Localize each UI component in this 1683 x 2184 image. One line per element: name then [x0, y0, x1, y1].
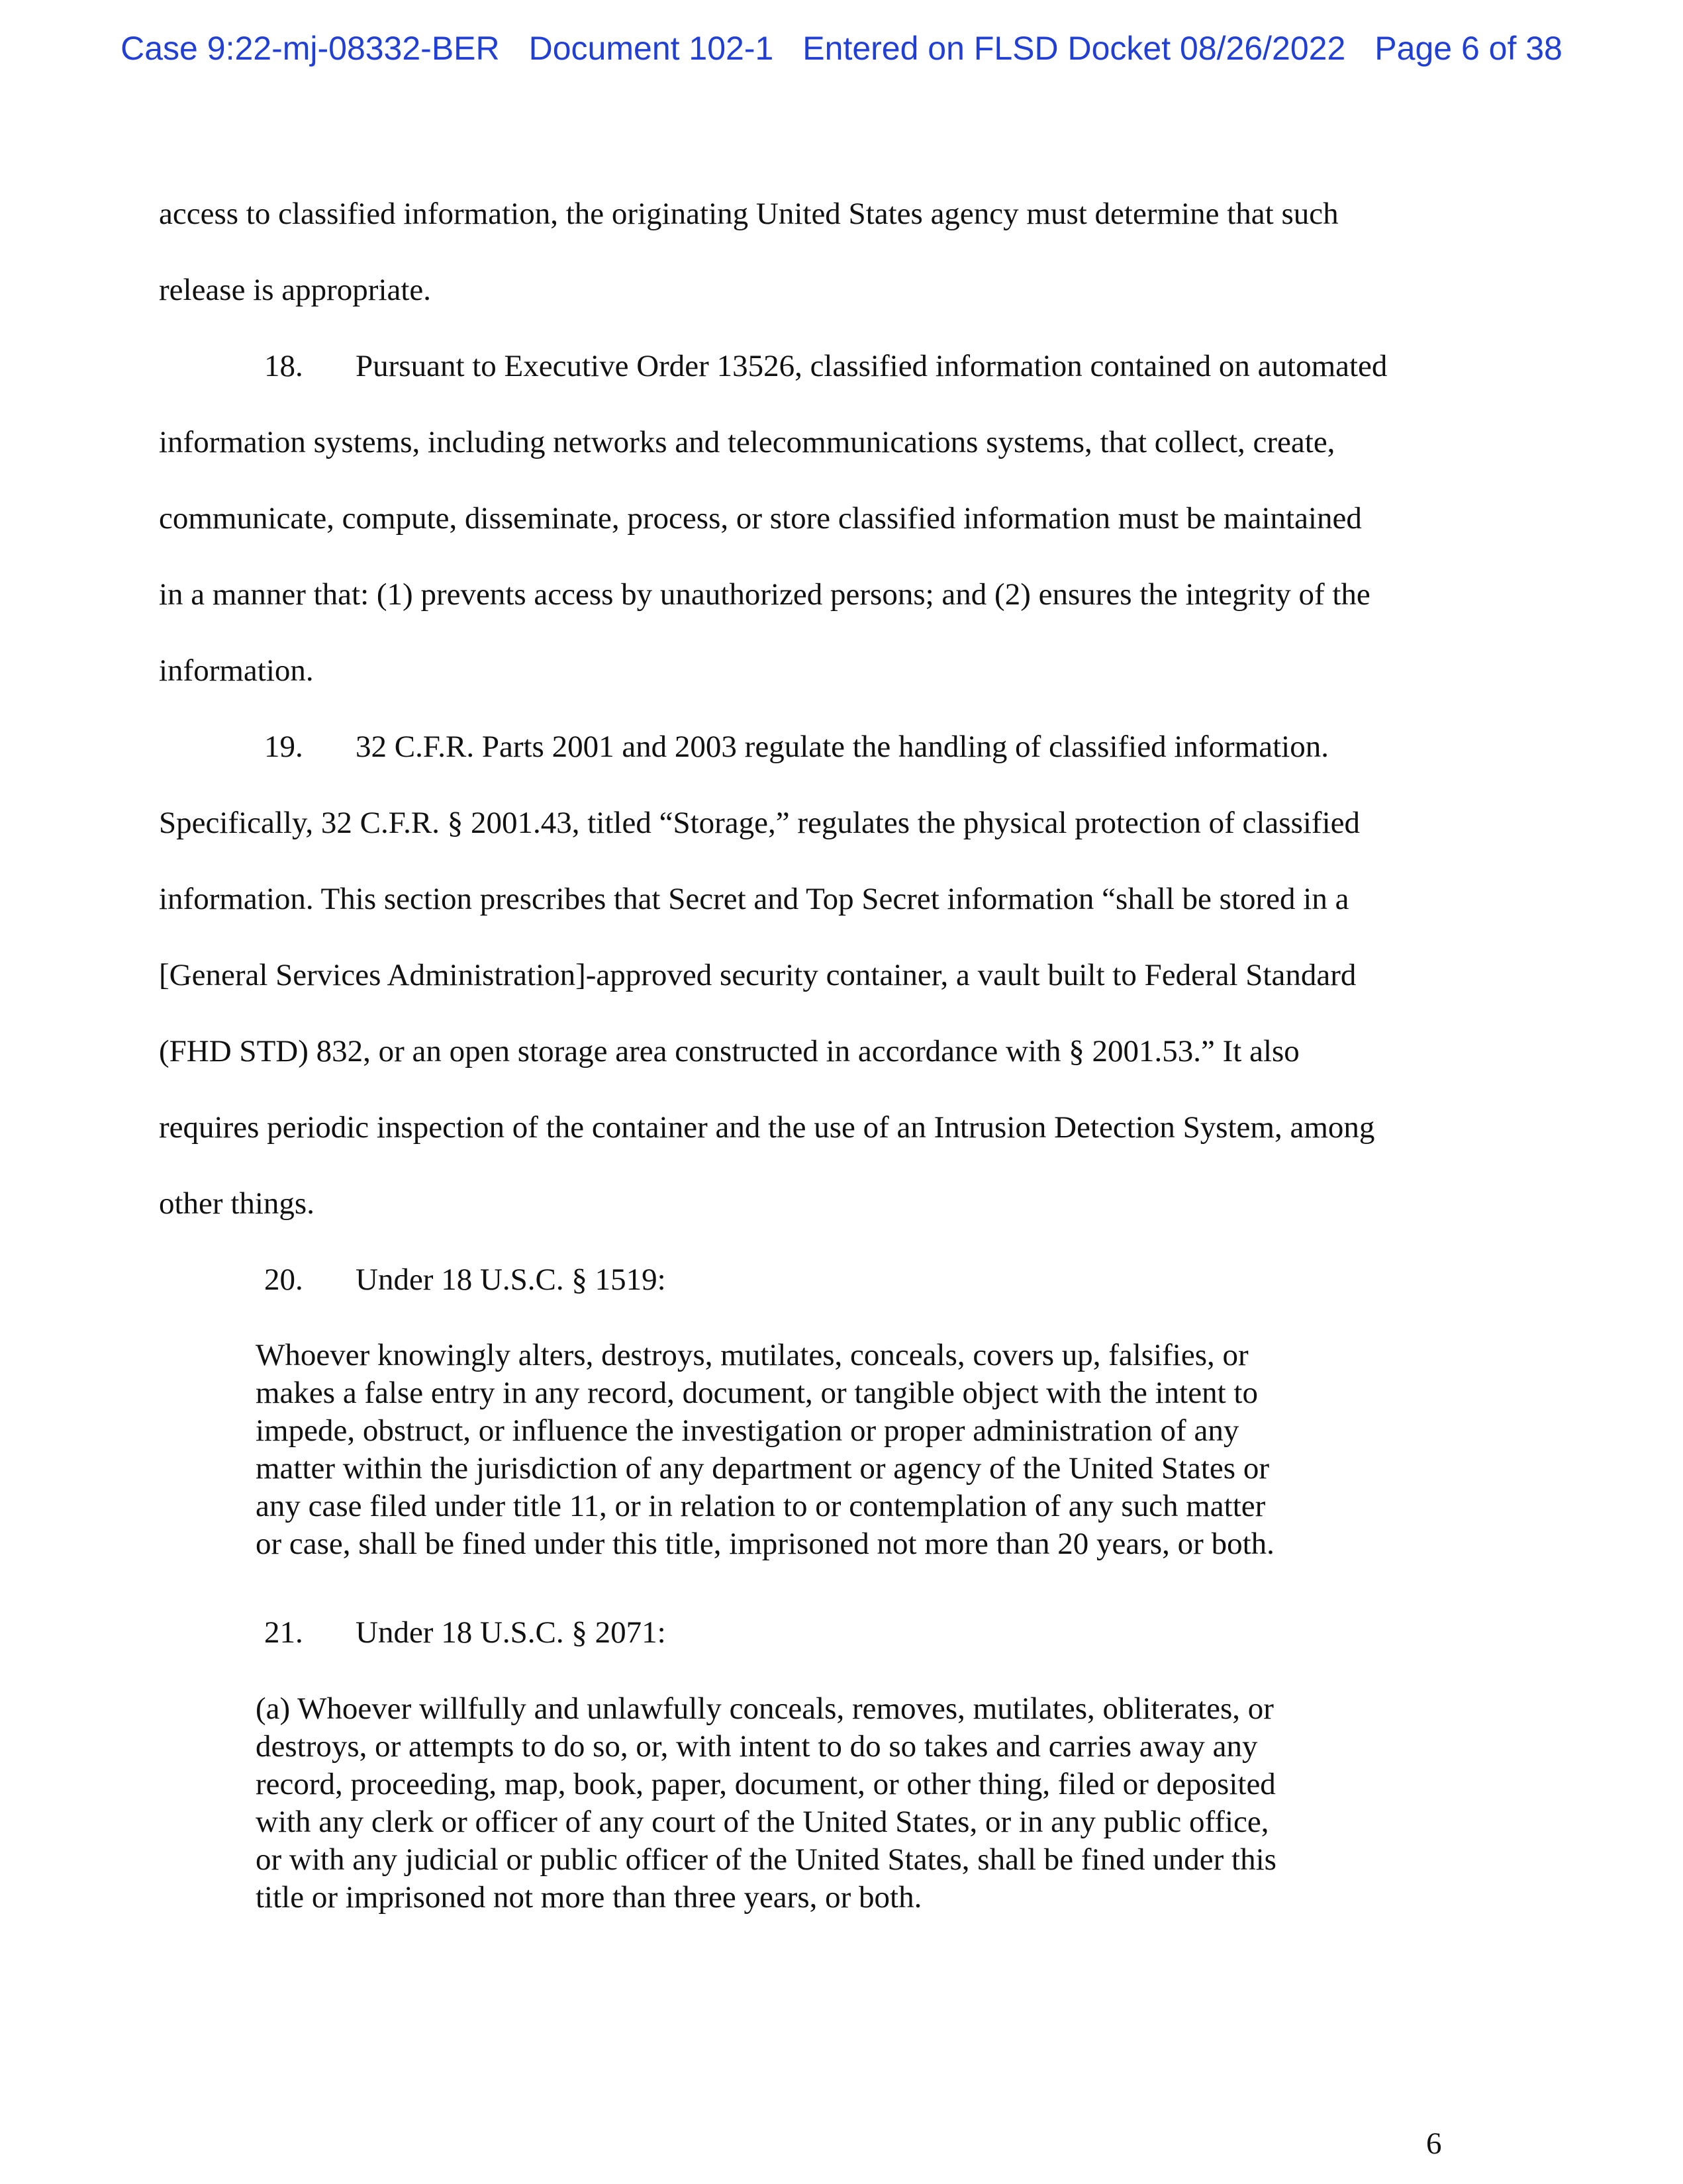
body-line: in a manner that: (1) prevents access by unauthorized persons; and (2) ensures the integrity of the	[159, 577, 1370, 612]
paragraph-number-18: 18.	[264, 349, 303, 383]
block-quote-line: title or imprisoned not more than three years, or both.	[256, 1880, 922, 1915]
paragraph-number-20: 20.	[264, 1262, 303, 1297]
body-line: communicate, compute, disseminate, process, or store classified information must be maintained	[159, 501, 1362, 536]
block-quote-line: or case, shall be fined under this title, imprisoned not more than 20 years, or both.	[256, 1527, 1274, 1561]
body-line: Under 18 U.S.C. § 2071:	[356, 1615, 666, 1650]
docket-entry: Entered on FLSD Docket 08/26/2022	[802, 30, 1346, 67]
block-quote-line: makes a false entry in any record, document, or tangible object with the intent to	[256, 1376, 1258, 1410]
body-line: requires periodic inspection of the container and the use of an Intrusion Detection System, among	[159, 1110, 1375, 1145]
document-number: Document 102-1	[528, 30, 774, 67]
body-line: (FHD STD) 832, or an open storage area constructed in accordance with § 2001.53.” It also	[159, 1034, 1300, 1068]
body-line: Pursuant to Executive Order 13526, classified information contained on automated	[356, 349, 1388, 383]
block-quote-line: destroys, or attempts to do so, or, with intent to do so takes and carries away any	[256, 1729, 1258, 1764]
body-line: 32 C.F.R. Parts 2001 and 2003 regulate the handling of classified information.	[356, 730, 1329, 764]
block-quote-line: with any clerk or officer of any court of the United States, or in any public office,	[256, 1805, 1269, 1839]
body-line: information.	[159, 653, 314, 688]
body-line: Specifically, 32 C.F.R. § 2001.43, titled “Storage,” regulates the physical protection of classified	[159, 806, 1360, 840]
page-number: 6	[1426, 2126, 1442, 2161]
block-quote-line: (a) Whoever willfully and unlawfully conceals, removes, mutilates, obliterates, or	[256, 1691, 1274, 1726]
body-line: other things.	[159, 1186, 314, 1221]
block-quote-line: matter within the jurisdiction of any department or agency of the United States or	[256, 1451, 1269, 1486]
page-indicator: Page 6 of 38	[1374, 30, 1563, 67]
body-line: release is appropriate.	[159, 273, 432, 307]
paragraph-number-21: 21.	[264, 1615, 303, 1650]
body-line: information systems, including networks and telecommunications systems, that collect, create,	[159, 425, 1335, 459]
filing-header	[0, 29, 1683, 68]
body-line: information. This section prescribes that Secret and Top Secret information “shall be stored in a	[159, 882, 1349, 916]
block-quote-line: record, proceeding, map, book, paper, document, or other thing, filed or deposited	[256, 1767, 1276, 1801]
block-quote-line: any case filed under title 11, or in relation to or contemplation of any such matter	[256, 1489, 1266, 1523]
block-quote-line: or with any judicial or public officer of the United States, shall be fined under this	[256, 1842, 1276, 1877]
paragraph-number-19: 19.	[264, 730, 303, 764]
body-line: Under 18 U.S.C. § 1519:	[356, 1262, 666, 1297]
block-quote-line: Whoever knowingly alters, destroys, mutilates, conceals, covers up, falsifies, or	[256, 1338, 1249, 1372]
block-quote-line: impede, obstruct, or influence the investigation or proper administration of any	[256, 1413, 1239, 1448]
body-line: [General Services Administration]-approved security container, a vault built to Federal Standard	[159, 958, 1357, 992]
body-line: access to classified information, the originating United States agency must determine that such	[159, 197, 1339, 231]
case-number: Case 9:22-mj-08332-BER	[120, 30, 500, 67]
